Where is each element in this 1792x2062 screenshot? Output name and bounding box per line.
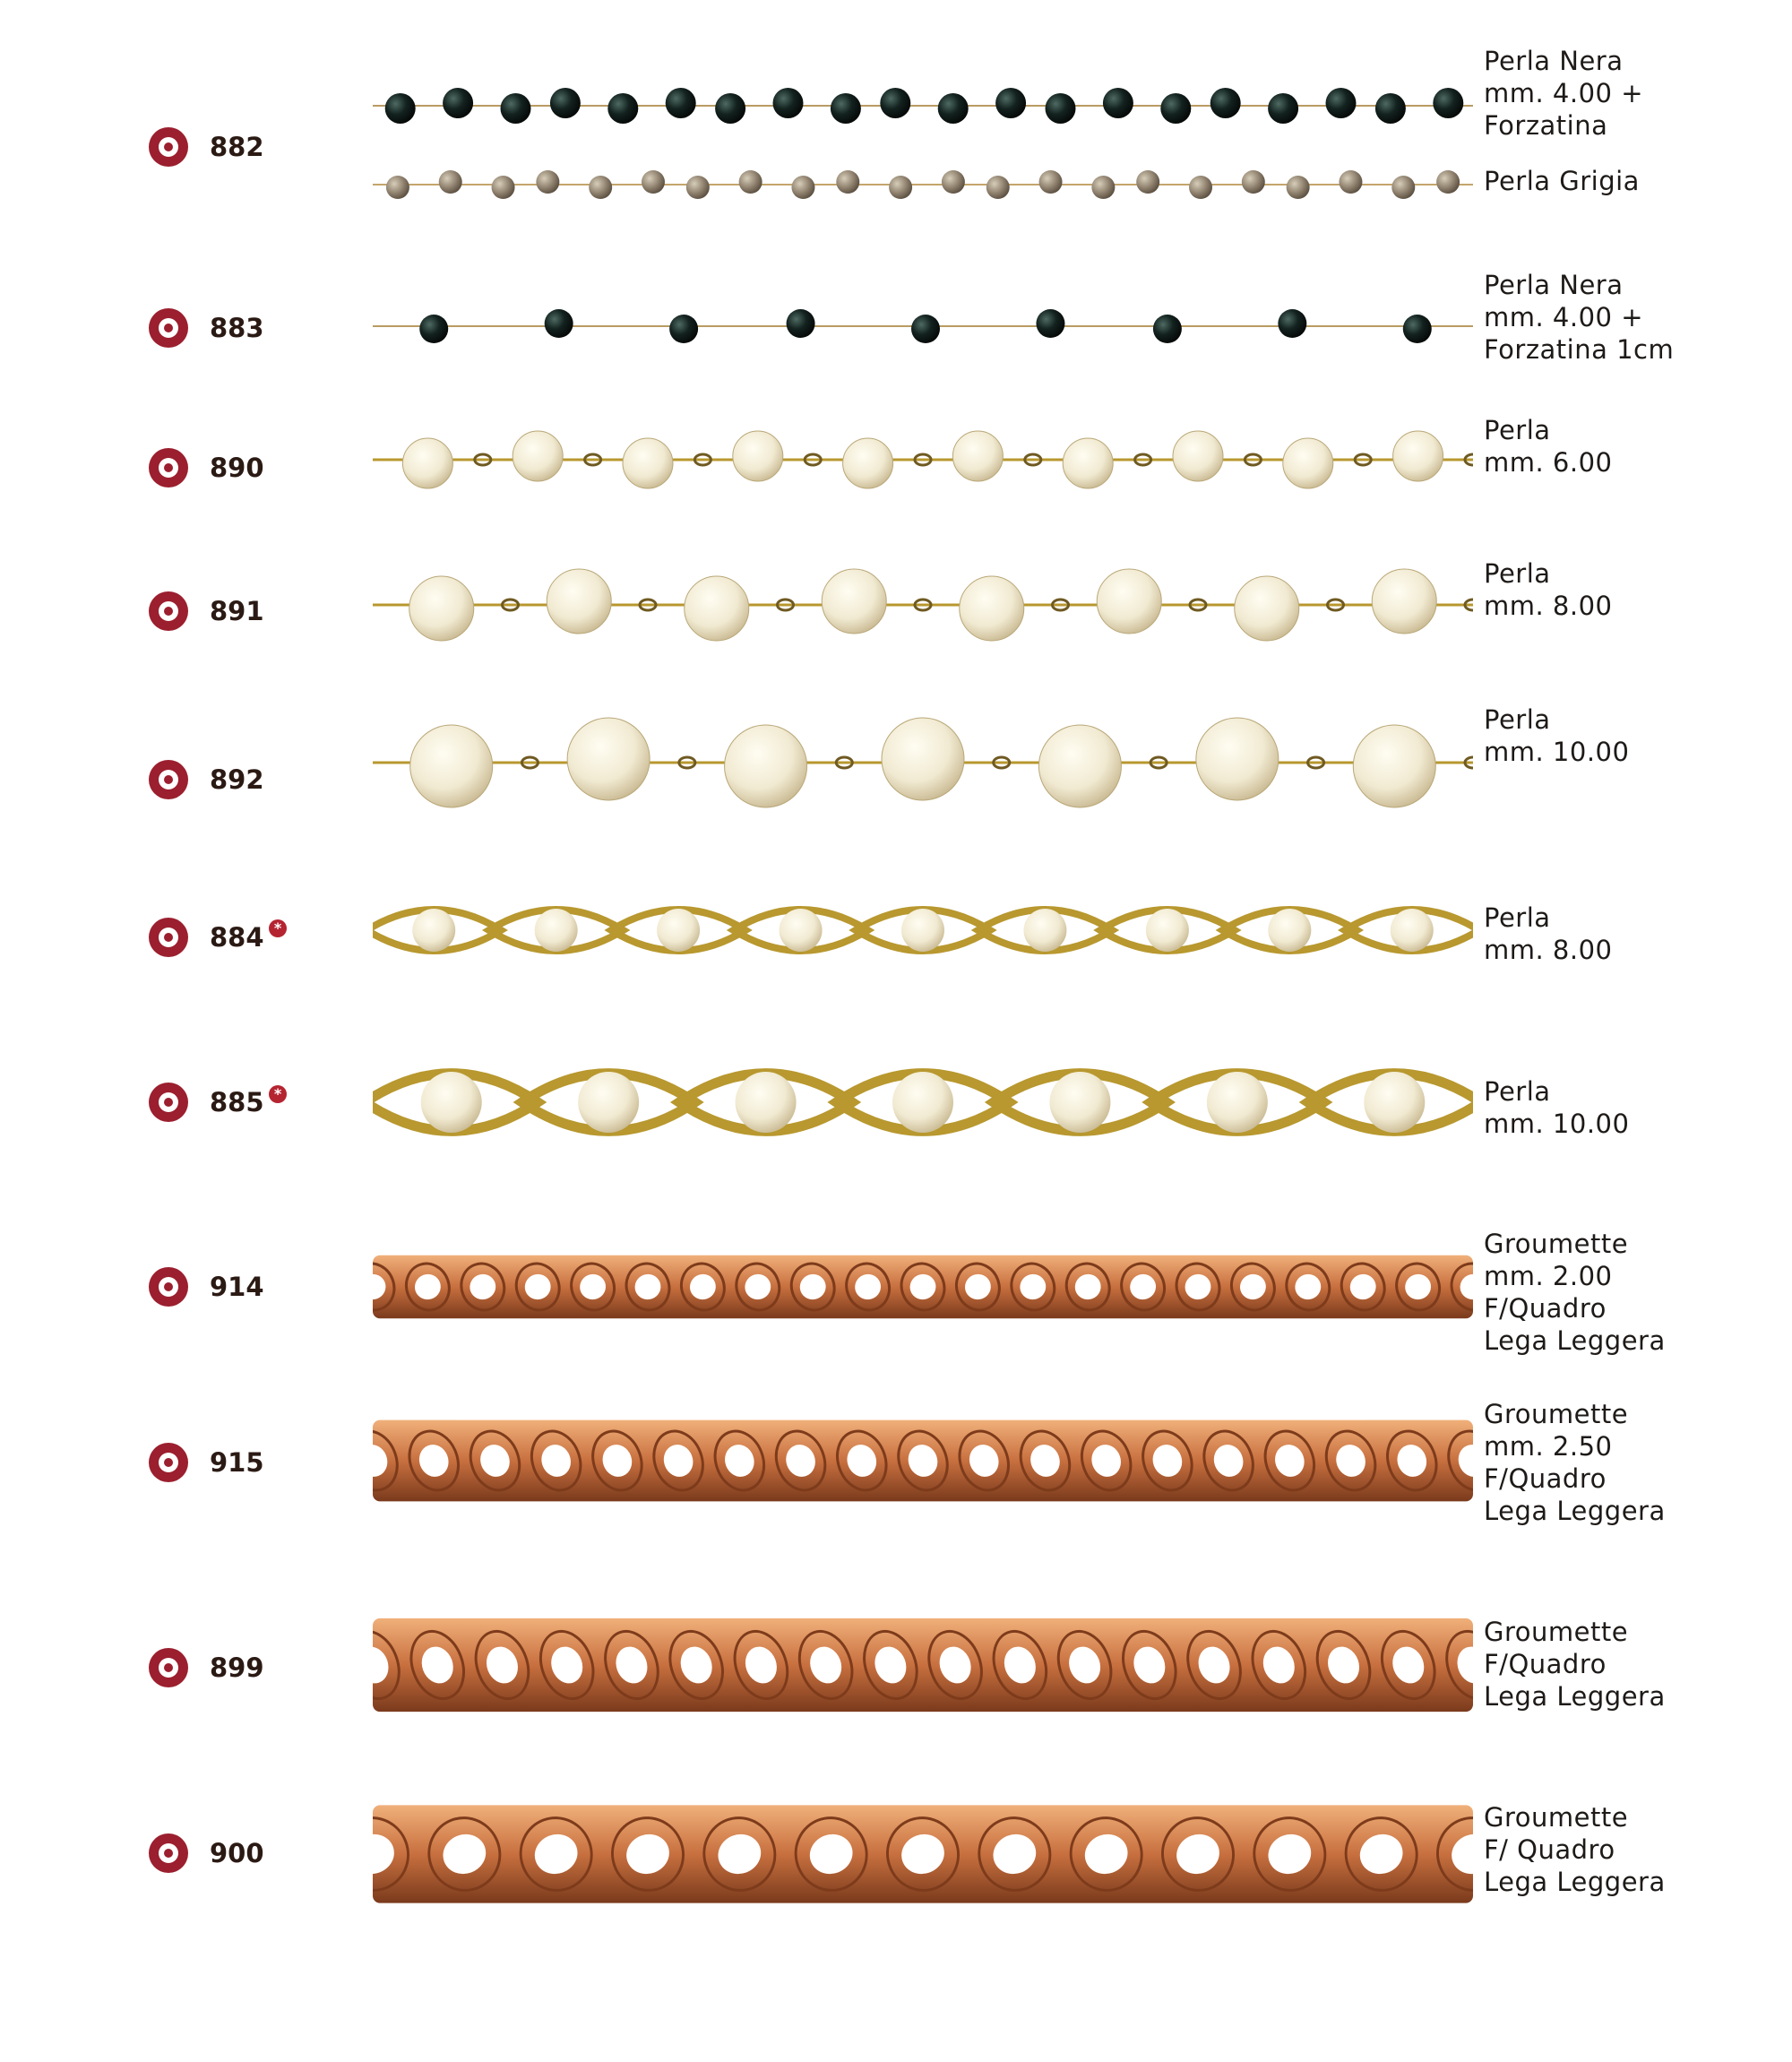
product-description: Perla mm. 8.00 xyxy=(1484,902,1613,965)
product-code: 884 xyxy=(210,922,264,953)
product-code: 883 xyxy=(210,313,264,343)
product-code: 915 xyxy=(210,1447,264,1478)
chain-image-copper-curb xyxy=(373,1412,1473,1509)
chain-image-pearl xyxy=(373,704,1473,821)
product-code: 892 xyxy=(210,764,264,795)
target-bullet-icon xyxy=(149,760,188,799)
target-bullet-icon xyxy=(149,1648,188,1687)
asterisk-badge-icon: * xyxy=(269,919,287,937)
chain-image-pearl xyxy=(373,556,1473,654)
product-description: Perla mm. 8.00 xyxy=(1484,558,1613,621)
product-description: Perla mm. 10.00 xyxy=(1484,704,1630,767)
chain-image-black-bead xyxy=(373,301,1473,351)
chain-image-copper-curb xyxy=(373,1249,1473,1324)
product-description: Groumette F/ Quadro Lega Leggera xyxy=(1484,1802,1666,1897)
chain-image-copper-curb xyxy=(373,1796,1473,1912)
target-bullet-icon xyxy=(149,1443,188,1482)
product-code: 900 xyxy=(210,1838,264,1868)
chain-image-gold-pearl xyxy=(373,885,1473,975)
product-code: 882 xyxy=(210,132,264,162)
product-code: 885 xyxy=(210,1087,264,1117)
product-code: 890 xyxy=(210,453,264,483)
product-code: 891 xyxy=(210,596,264,626)
target-bullet-icon xyxy=(149,1083,188,1122)
chain-image-black-bead xyxy=(373,79,1473,133)
product-code: 914 xyxy=(210,1272,264,1302)
target-bullet-icon xyxy=(149,918,188,957)
product-description: Groumette F/Quadro Lega Leggera xyxy=(1484,1617,1666,1712)
product-code: 899 xyxy=(210,1652,264,1683)
target-bullet-icon xyxy=(149,448,188,487)
target-bullet-icon xyxy=(149,591,188,631)
product-description: Groumette mm. 2.00 F/Quadro Lega Leggera xyxy=(1484,1229,1666,1356)
product-description: Perla Nera mm. 4.00 + Forzatina 1cm xyxy=(1484,270,1675,365)
product-description: Perla Nera mm. 4.00 + Forzatina xyxy=(1484,46,1644,141)
asterisk-badge-icon: * xyxy=(269,1085,287,1103)
chain-image-grey-bead xyxy=(373,163,1473,206)
chain-image-copper-curb xyxy=(373,1609,1473,1721)
chain-image-pearl xyxy=(373,419,1473,500)
target-bullet-icon xyxy=(149,1267,188,1307)
target-bullet-icon xyxy=(149,308,188,348)
target-bullet-icon xyxy=(149,1833,188,1873)
target-bullet-icon xyxy=(149,127,188,167)
product-description: Perla mm. 6.00 xyxy=(1484,415,1613,478)
product-description: Perla mm. 10.00 xyxy=(1484,1076,1630,1139)
product-description-secondary: Perla Grigia xyxy=(1484,166,1640,196)
chain-image-gold-pearl xyxy=(373,1040,1473,1165)
product-description: Groumette mm. 2.50 F/Quadro Lega Leggera xyxy=(1484,1399,1666,1526)
